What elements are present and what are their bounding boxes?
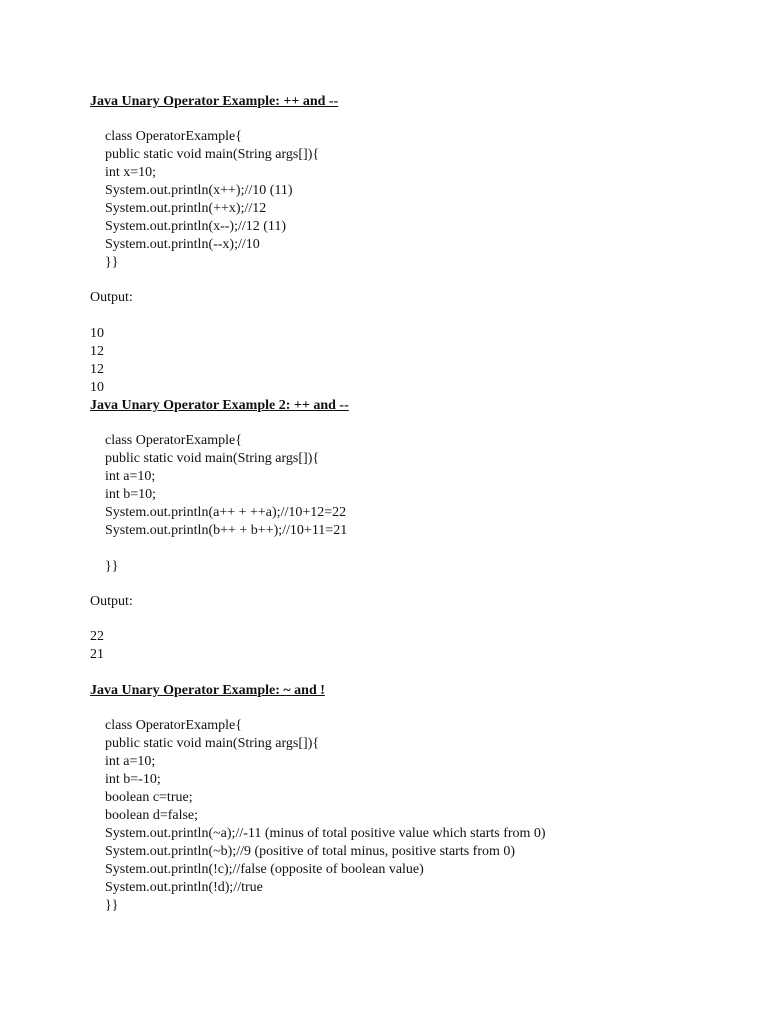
code-line: System.out.println(!d);//true bbox=[105, 880, 263, 895]
code-line: boolean d=false; bbox=[105, 808, 199, 823]
section1-output-label: Output: bbox=[90, 290, 133, 305]
output-line: 22 bbox=[90, 629, 104, 644]
output-line: 10 bbox=[90, 326, 104, 341]
code-line: System.out.println(~a);//-11 (minus of total positive value which starts from 0) bbox=[105, 826, 546, 841]
output-line: 12 bbox=[90, 362, 104, 377]
code-line: int b=10; bbox=[105, 487, 157, 502]
code-line: }} bbox=[105, 898, 119, 913]
section1-code-block bbox=[105, 128, 319, 272]
code-line: int a=10; bbox=[105, 754, 156, 769]
code-line: System.out.println(a++ + ++a);//10+12=22 bbox=[105, 505, 347, 520]
code-line: System.out.println(!c);//false (opposite of boolean value) bbox=[105, 862, 424, 877]
code-line: System.out.println(x--);//12 (11) bbox=[105, 219, 287, 234]
section2-heading: Java Unary Operator Example 2: ++ and -- bbox=[90, 398, 349, 413]
code-line: public static void main(String args[]){ bbox=[105, 451, 320, 466]
section2-code-block bbox=[105, 432, 347, 576]
section2-output-label: Output: bbox=[90, 594, 133, 609]
code-line: class OperatorExample{ bbox=[105, 433, 242, 448]
code-line: System.out.println(++x);//12 bbox=[105, 201, 267, 216]
section2-output-list bbox=[90, 628, 104, 664]
section3-heading: Java Unary Operator Example: ~ and ! bbox=[90, 683, 325, 698]
section1-heading: Java Unary Operator Example: ++ and -- bbox=[90, 94, 339, 109]
code-line: System.out.println(--x);//10 bbox=[105, 237, 260, 252]
code-line: }} bbox=[105, 255, 119, 270]
code-line: public static void main(String args[]){ bbox=[105, 736, 320, 751]
code-line: class OperatorExample{ bbox=[105, 129, 242, 144]
code-line: System.out.println(x++);//10 (11) bbox=[105, 183, 293, 198]
code-line: public static void main(String args[]){ bbox=[105, 147, 320, 162]
code-line: class OperatorExample{ bbox=[105, 718, 242, 733]
code-line: int x=10; bbox=[105, 165, 157, 180]
output-line: 10 bbox=[90, 380, 104, 395]
output-line: 21 bbox=[90, 647, 104, 662]
code-line: boolean c=true; bbox=[105, 790, 193, 805]
code-line: int a=10; bbox=[105, 469, 156, 484]
section1-output-list bbox=[90, 325, 104, 397]
section3-code-block bbox=[105, 717, 546, 915]
code-line: }} bbox=[105, 559, 119, 574]
code-line: System.out.println(~b);//9 (positive of total minus, positive starts from 0) bbox=[105, 844, 516, 859]
code-line bbox=[105, 540, 347, 558]
code-line: System.out.println(b++ + b++);//10+11=21 bbox=[105, 523, 348, 538]
code-line: int b=-10; bbox=[105, 772, 161, 787]
output-line: 12 bbox=[90, 344, 104, 359]
